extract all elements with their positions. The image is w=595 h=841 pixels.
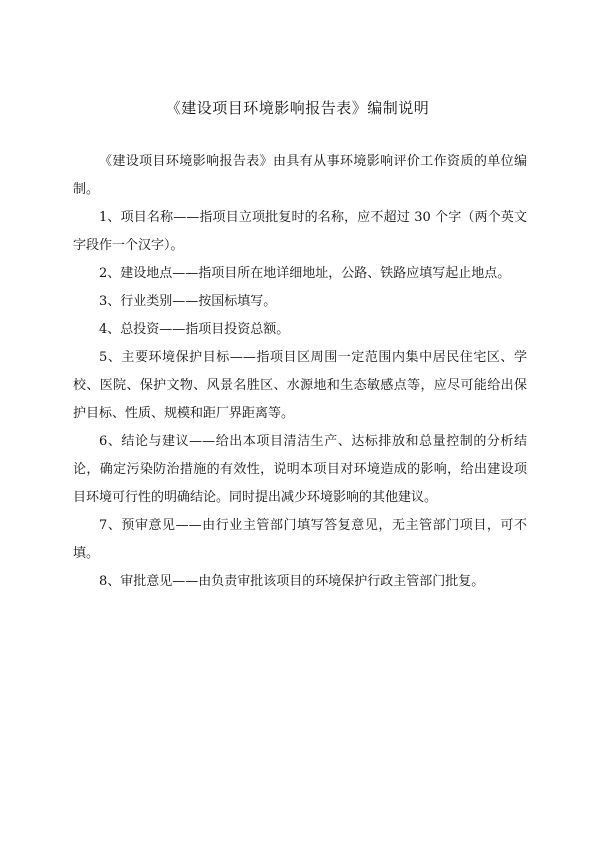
item-industry-category: 3、行业类别——按国标填写。 [99,294,277,309]
item-approval-opinion: 8、审批意见——由负责审批该项目的环境保护行政主管部门批复。 [99,574,485,589]
item-total-investment: 4、总投资——指项目投资总额。 [99,322,290,337]
document-body [73,148,527,596]
item-conclusions-suggestions: 6、结论与建议——给出本项目清洁生产、达标排放和总量控制的分析结论，确定污染防治措施的有效性，说明本项目对环境造成的影响，给出建设项目环境可行性的明确结论。同时提出减少环境影响的其他建议。 [73,434,527,505]
item-preliminary-review: 7、预审意见——由行业主管部门填写答复意见，无主管部门项目，可不填。 [73,518,527,561]
document-title: 《建设项目环境影响报告表》编制说明 [165,99,430,117]
item-construction-site: 2、建设地点——指项目所在地详细地址，公路、铁路应填写起止地点。 [99,266,511,281]
intro-paragraph: 《建设项目环境影响报告表》由具有从事环境影响评价工作资质的单位编制。 [73,154,527,197]
item-environmental-targets: 5、主要环境保护目标——指项目区周围一定范围内集中居民住宅区、学校、医院、保护文物、风景名胜区、水源地和生态敏感点等，应尽可能给出保护目标、性质、规模和距厂界距离等。 [73,350,527,421]
item-project-name: 1、项目名称——指项目立项批复时的名称，应不超过 30 个字（两个英文字段作一个汉字）。 [73,210,527,253]
